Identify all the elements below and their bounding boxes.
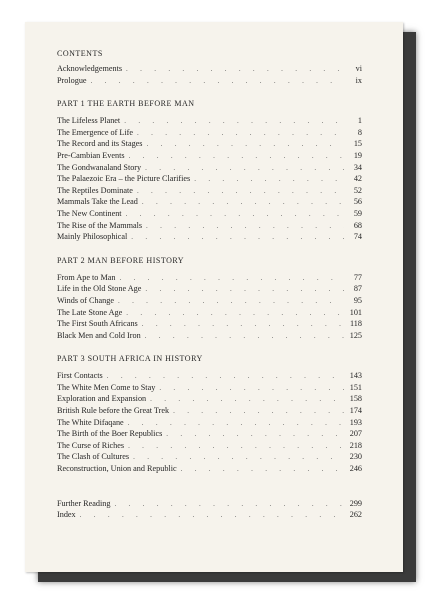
toc-entry-title: The Reptiles Dominate [57, 185, 133, 195]
toc-entry-page-number: 262 [349, 510, 362, 520]
toc-entry [57, 127, 362, 139]
toc-entry [57, 231, 362, 243]
toc-entry-title: Reconstruction, Union and Republic [57, 464, 177, 474]
toc-entry-page-number: 34 [353, 162, 362, 172]
toc-entry [57, 428, 362, 440]
toc-entry [57, 208, 362, 220]
toc-entry-title: The Clash of Cultures [57, 452, 130, 462]
dot-leader [147, 139, 345, 151]
toc-entry [57, 63, 362, 75]
toc-entry-title: Black Men and Cold Iron [57, 330, 141, 340]
part-1-section [57, 98, 362, 243]
toc-entry-page-number: 207 [349, 429, 362, 439]
toc-entry-title: Pre-Cambian Events [57, 150, 125, 160]
table-of-contents [57, 48, 362, 521]
toc-entry-title: Life in the Old Stone Age [57, 284, 142, 294]
toc-entry-page-number: 42 [353, 174, 362, 184]
toc-entry-page-number: 143 [349, 371, 362, 381]
part-3-section [57, 353, 362, 474]
toc-entry-title: Mainly Philosophical [57, 232, 128, 242]
part-3-entries [57, 370, 362, 474]
toc-entry-title: The Lifeless Planet [57, 116, 121, 126]
part-2-entries [57, 272, 362, 342]
part-3-heading: PART 3 SOUTH AFRICA IN HISTORY [57, 354, 203, 364]
dot-leader [137, 186, 344, 198]
toc-entry-title: Index [57, 510, 76, 520]
toc-entry-page-number: 8 [357, 127, 362, 137]
toc-entry-title: The Late Stone Age [57, 307, 123, 317]
toc-entry-page-number: 87 [353, 284, 362, 294]
toc-entry [57, 295, 362, 307]
dot-leader [124, 116, 344, 128]
toc-entry-page-number: 68 [353, 220, 362, 230]
toc-entry-title: Acknowledgements [57, 64, 123, 73]
toc-entry-page-number: 74 [353, 232, 362, 242]
toc-entry-page-number: 95 [353, 295, 362, 305]
toc-entry-page-number: 230 [349, 452, 362, 462]
toc-entry-page-number: 299 [349, 498, 362, 508]
toc-entry [57, 440, 362, 452]
dot-leader [194, 174, 344, 186]
toc-entry-page-number: vi [355, 64, 362, 73]
dot-leader [166, 429, 344, 441]
toc-entry-title: Further Reading [57, 498, 111, 508]
book-page [25, 22, 403, 572]
toc-entry-title: The White Men Come to Stay [57, 382, 156, 392]
toc-entry-title: The White Difaqane [57, 417, 124, 427]
dot-leader [128, 441, 344, 453]
dot-leader [181, 464, 344, 476]
toc-entry [57, 173, 362, 185]
toc-entry-page-number: 56 [353, 197, 362, 207]
toc-entry-page-number: 59 [353, 208, 362, 218]
toc-entry-page-number: 77 [353, 272, 362, 282]
toc-entry [57, 220, 362, 232]
toc-entry [57, 417, 362, 429]
toc-entry [57, 138, 362, 150]
dot-leader [142, 319, 344, 331]
toc-entry-page-number: ix [355, 75, 362, 85]
toc-entry-page-number: 151 [349, 382, 362, 392]
toc-entry [57, 272, 362, 284]
toc-entry-page-number: 193 [349, 417, 362, 427]
toc-entry-page-number: 246 [349, 464, 362, 474]
dot-leader [131, 232, 344, 244]
toc-entry [57, 451, 362, 463]
toc-entry [57, 370, 362, 382]
toc-entry-page-number: 118 [350, 319, 362, 329]
toc-entry-page-number: 158 [349, 394, 362, 404]
dot-leader [119, 273, 344, 285]
toc-entry [57, 115, 362, 127]
dot-leader [129, 151, 344, 163]
toc-entry-page-number: 125 [349, 330, 362, 340]
toc-entry [57, 318, 362, 330]
dot-leader [91, 76, 344, 88]
part-1-heading: PART 1 THE EARTH BEFORE MAN [57, 99, 195, 109]
toc-entry [57, 463, 362, 475]
dot-leader [146, 221, 344, 233]
toc-entry-title: First Contacts [57, 371, 103, 381]
front-matter-list [57, 63, 362, 86]
toc-entry [57, 150, 362, 162]
toc-entry-title: The Gondwanaland Story [57, 162, 142, 172]
toc-entry-page-number: 15 [353, 139, 362, 149]
toc-entry-title: British Rule before the Great Trek [57, 406, 170, 416]
dot-leader [173, 406, 344, 418]
toc-entry-title: The New Continent [57, 208, 122, 218]
toc-entry-page-number: 52 [353, 185, 362, 195]
toc-entry-page-number: 101 [349, 307, 362, 317]
toc-entry [57, 405, 362, 417]
toc-entry [57, 393, 362, 405]
toc-entry [57, 498, 362, 510]
toc-entry [57, 330, 362, 342]
toc-entry [57, 509, 362, 521]
toc-entry-page-number: 19 [353, 150, 362, 160]
dot-leader [114, 499, 344, 511]
toc-entry [57, 382, 362, 394]
dot-leader [80, 510, 344, 522]
toc-entry-title: Winds of Change [57, 295, 114, 305]
dot-leader [145, 284, 344, 296]
toc-entry [57, 75, 362, 87]
toc-entry-title: The Curse of Riches [57, 440, 125, 450]
toc-entry-title: From Ape to Man [57, 272, 116, 282]
dot-leader [118, 296, 344, 308]
dot-leader [137, 128, 344, 140]
toc-entry-title: Mammals Take the Lead [57, 197, 138, 207]
toc-entry [57, 283, 362, 295]
dot-leader [126, 64, 344, 76]
toc-entry-page-number: 218 [349, 440, 362, 450]
toc-entry-title: The Birth of the Boer Republics [57, 429, 163, 439]
toc-entry [57, 307, 362, 319]
toc-entry-title: The First South Africans [57, 319, 138, 329]
dot-leader [159, 383, 344, 395]
dot-leader [126, 209, 344, 221]
toc-entry [57, 196, 362, 208]
contents-heading: CONTENTS [57, 49, 103, 58]
toc-entry-title: The Record and its Stages [57, 139, 143, 149]
back-matter-list [57, 498, 362, 521]
toc-entry-title: The Emergence of Life [57, 127, 133, 137]
toc-entry-title: The Palaezoic Era – the Picture Clarifies [57, 174, 191, 184]
toc-entry-title: Prologue [57, 75, 87, 85]
toc-entry-title: The Rise of the Mammals [57, 220, 143, 230]
part-1-entries [57, 115, 362, 243]
toc-entry [57, 162, 362, 174]
dot-leader [126, 308, 344, 320]
dot-leader [142, 197, 344, 209]
toc-entry-title: Exploration and Expansion [57, 394, 147, 404]
part-2-section [57, 255, 362, 342]
toc-entry-page-number: 174 [349, 406, 362, 416]
dot-leader [150, 394, 344, 406]
dot-leader [145, 331, 344, 343]
part-2-heading: PART 2 MAN BEFORE HISTORY [57, 255, 185, 265]
toc-entry-page-number: 1 [357, 116, 362, 126]
toc-entry [57, 185, 362, 197]
